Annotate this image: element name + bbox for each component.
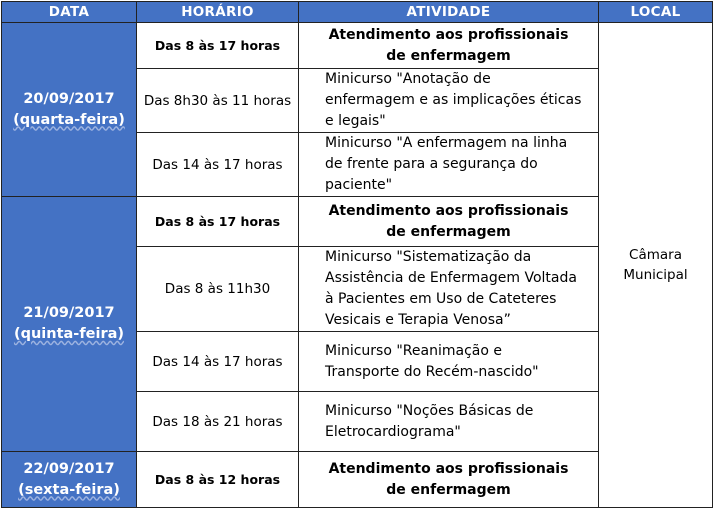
activity-line: Atendimento aos profissionais xyxy=(328,202,569,219)
date-cell xyxy=(2,197,137,452)
date-label: 22/09/2017 xyxy=(23,460,115,477)
activity-cell xyxy=(299,23,599,69)
activity-cell xyxy=(299,332,599,392)
weekday-label: (quinta-feira) xyxy=(13,326,125,342)
activity-cell xyxy=(299,133,599,197)
date-cell xyxy=(2,23,137,197)
activity-line: de enfermagem xyxy=(386,223,511,240)
activity-line: à Pacientes em Uso de Cateteres xyxy=(325,291,557,307)
time-cell: Das 8 às 17 horas xyxy=(137,23,299,69)
activity-line: Eletrocardiograma" xyxy=(325,423,461,440)
time-cell: Das 14 às 17 horas xyxy=(137,332,299,392)
session-row xyxy=(2,23,713,69)
date-label: 21/09/2017 xyxy=(23,305,115,321)
weekday-label: (sexta-feira) xyxy=(18,481,120,498)
activity-cell xyxy=(299,392,599,452)
weekday-label: (quarta-feira) xyxy=(13,111,125,128)
header-time: HORÁRIO xyxy=(137,2,299,23)
activity-cell xyxy=(299,247,599,332)
time-cell: Das 8 às 11h30 xyxy=(137,247,299,332)
activity-cell xyxy=(299,452,599,508)
activity-line: Minicurso "Noções Básicas de xyxy=(325,402,534,419)
header-place: LOCAL xyxy=(599,2,713,23)
activity-line: paciente" xyxy=(325,177,393,193)
activity-line: e legais" xyxy=(325,113,386,129)
activity-line: Assistência de Enfermagem Voltada xyxy=(325,270,577,286)
time-cell: Das 14 às 17 horas xyxy=(137,133,299,197)
schedule-table xyxy=(1,1,713,508)
time-cell: Das 8 às 17 horas xyxy=(137,197,299,247)
date-label: 20/09/2017 xyxy=(23,90,115,107)
activity-line: enfermagem e as implicações éticas xyxy=(325,92,582,108)
activity-line: Atendimento aos profissionais xyxy=(328,460,569,477)
time-cell: Das 18 às 21 horas xyxy=(137,392,299,452)
header-row xyxy=(2,2,713,23)
header-activity: ATIVIDADE xyxy=(299,2,599,23)
place-cell xyxy=(599,23,713,508)
activity-line: Atendimento aos profissionais xyxy=(328,26,569,43)
activity-line: de frente para a segurança do xyxy=(325,156,538,172)
activity-line: Minicurso "Sistematização da xyxy=(325,249,532,265)
date-cell xyxy=(2,452,137,508)
activity-line: de enfermagem xyxy=(386,481,511,498)
place-line: Câmara xyxy=(629,247,682,263)
activity-line: Minicurso "Anotação de xyxy=(325,71,491,87)
time-cell: Das 8h30 às 11 horas xyxy=(137,69,299,133)
schedule-body xyxy=(2,23,713,508)
header-date: DATA xyxy=(2,2,137,23)
activity-line: Transporte do Recém-nascido" xyxy=(325,363,539,380)
activity-cell xyxy=(299,197,599,247)
time-cell: Das 8 às 12 horas xyxy=(137,452,299,508)
activity-line: Minicurso "A enfermagem na linha xyxy=(325,135,568,151)
activity-line: Vesicais e Terapia Venosa” xyxy=(325,312,511,328)
activity-cell xyxy=(299,69,599,133)
activity-line: de enfermagem xyxy=(386,47,511,64)
place-line: Municipal xyxy=(623,267,688,283)
activity-line: Minicurso "Reanimação e xyxy=(325,342,502,359)
